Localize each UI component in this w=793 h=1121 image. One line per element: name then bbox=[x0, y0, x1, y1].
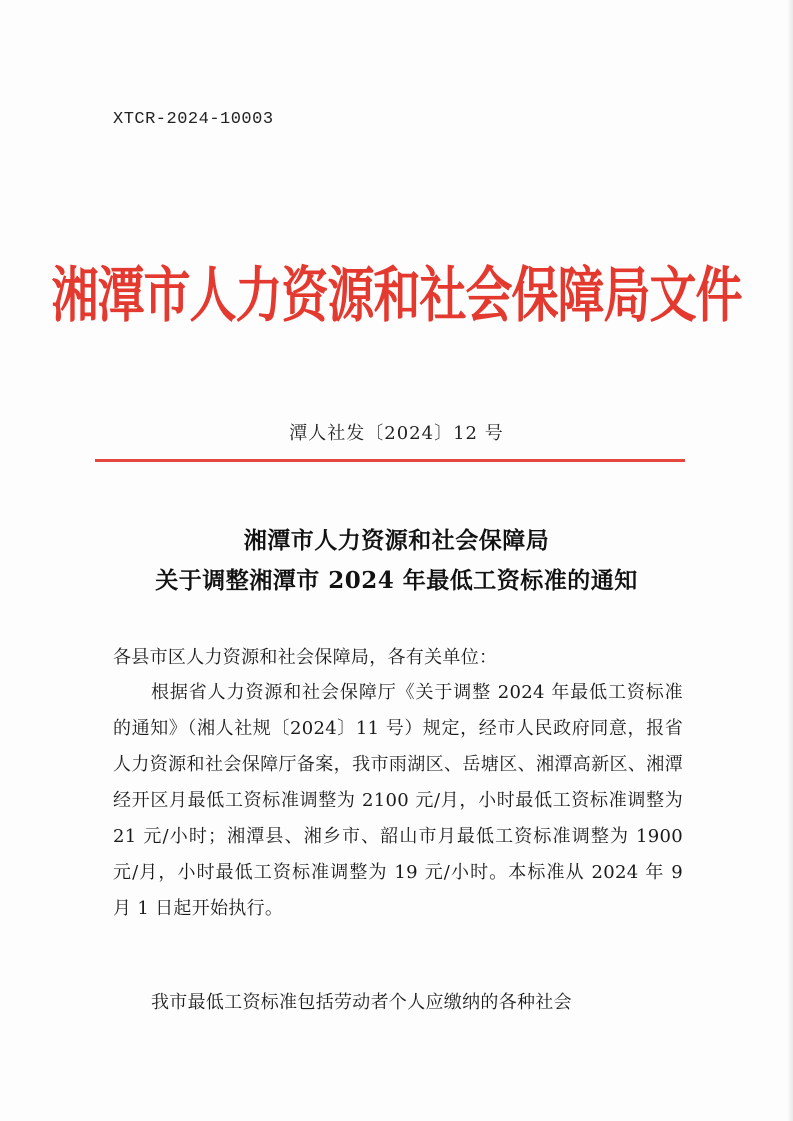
masthead-red-divider bbox=[95, 459, 685, 462]
body-paragraph-2: 我市最低工资标准包括劳动者个人应缴纳的各种社会 bbox=[151, 992, 572, 1013]
document-masthead: 湘潭市人力资源和社会保障局文件 bbox=[51, 260, 742, 332]
document-number: 潭人社发〔2024〕12 号 bbox=[289, 423, 504, 444]
document-title-line-2: 关于调整湘潭市 2024 年最低工资标准的通知 bbox=[155, 567, 638, 594]
page-edge-shadow bbox=[787, 0, 793, 1121]
document-code: XTCR-2024-10003 bbox=[113, 110, 274, 129]
document-title-line-1: 湘潭市人力资源和社会保障局 bbox=[243, 527, 550, 554]
body-paragraph-1: 根据省人力资源和社会保障厅《关于调整 2024 年最低工资标准的通知》（湘人社规〔2024〕11 号）规定，经市人民政府同意，报省人力资源和社会保障厅备案，我市雨湖区、岳塘区、湘潭高新区、湘潭经开区月最低工资标准调整为 2100 元/月，小时最低工资标准调整为 21 元/小时；湘潭县、湘乡市、韶山市月最低工资标准调整为 1900 元/月，小时最低工资标准调整为 19 元/小时。本标准从 2024 年 9 月 1 日起开始执行。 bbox=[113, 682, 683, 919]
salutation: 各县市区人力资源和社会保障局，各有关单位： bbox=[113, 647, 498, 668]
